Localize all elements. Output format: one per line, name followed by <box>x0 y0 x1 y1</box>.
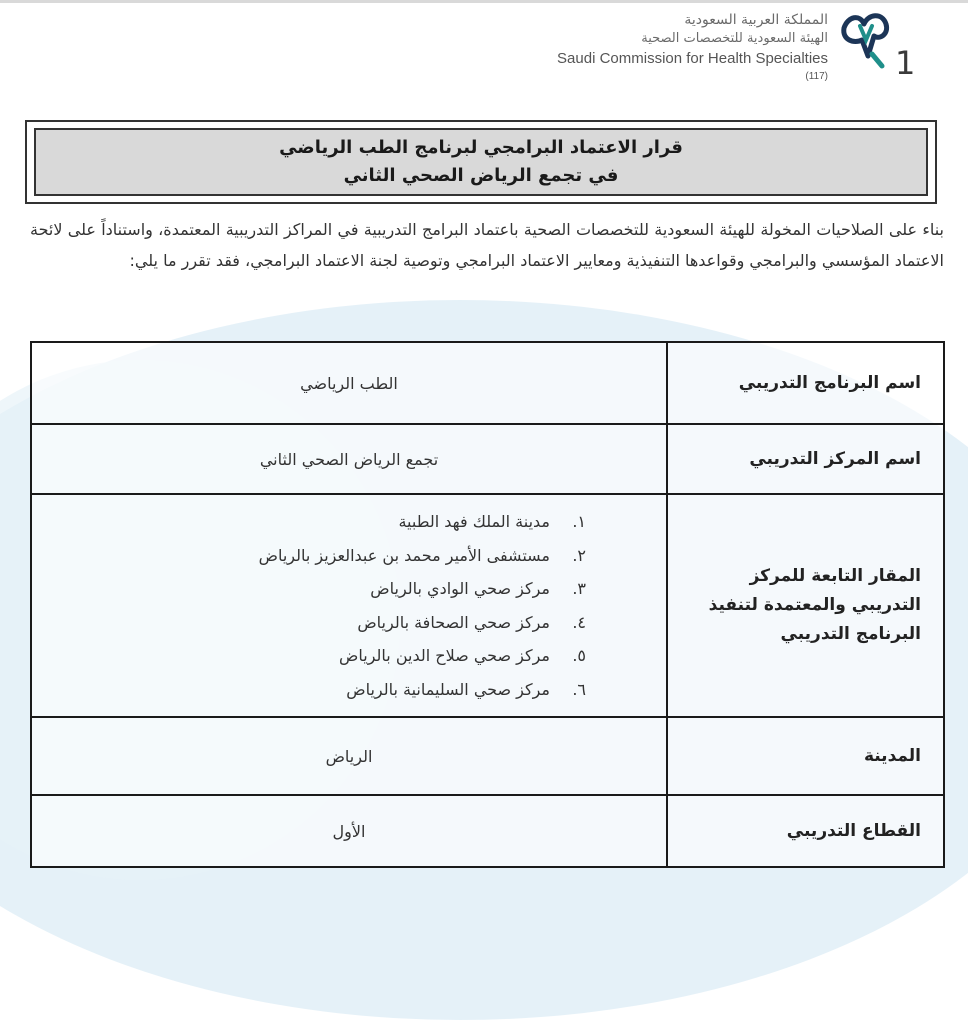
program-label: اسم البرنامج التدريبي <box>667 342 944 424</box>
program-value: الطب الرياضي <box>31 342 667 424</box>
site-item: ٤. مركز صحي الصحافة بالرياض <box>357 612 586 632</box>
top-divider <box>0 0 968 3</box>
accreditation-table <box>30 341 945 868</box>
table-row-program <box>31 342 944 424</box>
site-item: ٢. مستشفى الأمير محمد بن عبدالعزيز بالرياض <box>258 545 586 565</box>
page-number: 1 <box>895 44 916 82</box>
title-box <box>25 120 937 204</box>
site-item: ١. مدينة الملك فهد الطبية <box>398 512 586 531</box>
site-item: ٥. مركز صحي صلاح الدين بالرياض <box>339 646 586 665</box>
table-row-sites <box>31 494 944 717</box>
site-item: ٣. مركز صحي الوادي بالرياض <box>370 579 586 598</box>
commission-name-en: Saudi Commission for Health Specialties <box>557 50 828 67</box>
scfhs-logo-icon <box>838 10 894 76</box>
title-line-2: في تجمع الرياض الصحي الثاني <box>343 165 619 186</box>
city-value: الرياض <box>31 717 667 795</box>
commission-name-ar: الهيئة السعودية للتخصصات الصحية <box>641 31 828 46</box>
commission-code: (117) <box>805 71 828 82</box>
sites-value <box>31 494 667 717</box>
sites-label: المقار التابعة للمركز التدريبي والمعتمدة لتنفيذ البرنامج التدريبي <box>667 494 944 717</box>
table-row-sector <box>31 795 944 867</box>
sector-label: القطاع التدريبي <box>667 795 944 867</box>
intro-paragraph: بناء على الصلاحيات المخولة للهيئة السعودية للتخصصات الصحية باعتماد البرامج التدريبية في المراكز التدريبية المعتمدة، واستناداً على لائحة الاعتماد المؤسسي والبرامجي وقواعدها التنفيذية ومعايير الاعتماد البرامجي وتوصية لجنة الاعتماد البرامجي، فقد تقرر ما يلي: <box>30 220 944 270</box>
table-row-city <box>31 717 944 795</box>
center-label: اسم المركز التدريبي <box>667 424 944 494</box>
header-text <box>428 10 828 84</box>
sector-value: الأول <box>31 795 667 867</box>
sites-list <box>32 505 666 706</box>
center-value: تجمع الرياض الصحي الثاني <box>31 424 667 494</box>
city-label: المدينة <box>667 717 944 795</box>
site-item: ٦. مركز صحي السليمانية بالرياض <box>346 679 586 699</box>
table-row-center <box>31 424 944 494</box>
title-line-1: قرار الاعتماد البرامجي لبرنامج الطب الرياضي <box>279 137 683 158</box>
title-box-inner <box>34 128 928 196</box>
org-name-ar: المملكة العربية السعودية <box>684 12 828 28</box>
